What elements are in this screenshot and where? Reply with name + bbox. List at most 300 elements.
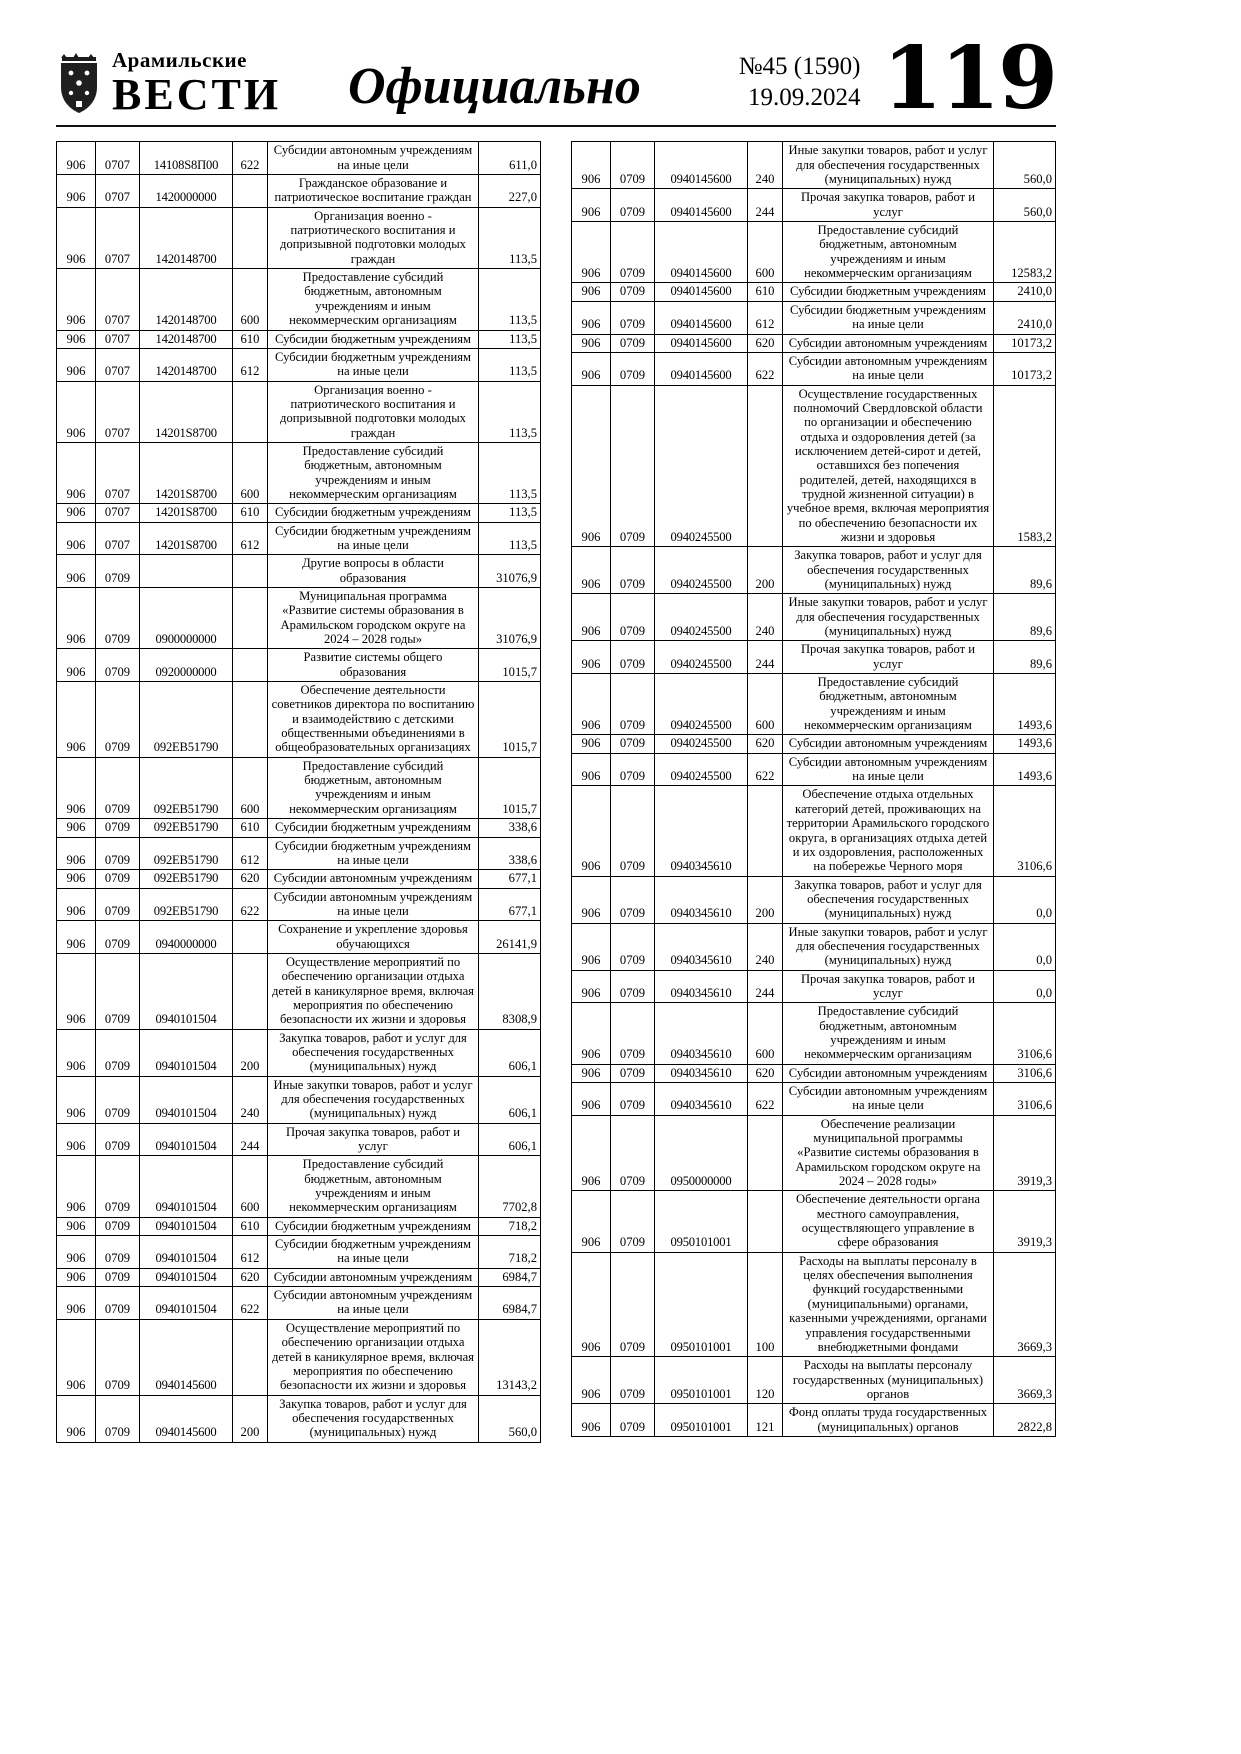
table-row xyxy=(572,222,1056,283)
cell-name: Осуществление мероприятий по обеспечению организации отдыха детей в каникулярное время, включая мероприятия по обеспечению безопасности их жизни и здоровья xyxy=(268,953,479,1029)
cell-amount: 6984,7 xyxy=(479,1287,541,1320)
cell-section-code: 0709 xyxy=(96,1076,140,1123)
cell-grbs-code: 906 xyxy=(57,1287,96,1320)
cell-grbs-code: 906 xyxy=(57,888,96,921)
table-row xyxy=(572,876,1056,923)
cell-amount: 13143,2 xyxy=(479,1319,541,1395)
cell-section-code: 0709 xyxy=(611,352,655,385)
cell-target-article-code: 0940345610 xyxy=(655,923,748,970)
table-row xyxy=(57,1395,541,1442)
cell-target-article-code: 0940101504 xyxy=(140,953,233,1029)
cell-section-code: 0709 xyxy=(611,753,655,786)
cell-amount: 718,2 xyxy=(479,1236,541,1269)
table-row xyxy=(57,1217,541,1235)
cell-target-article-code: 0940345610 xyxy=(655,1083,748,1116)
cell-name: Другие вопросы в области образования xyxy=(268,555,479,588)
cell-section-code: 0709 xyxy=(96,1123,140,1156)
cell-grbs-code: 906 xyxy=(572,735,611,753)
cell-grbs-code: 906 xyxy=(57,870,96,888)
cell-amount: 3106,6 xyxy=(994,1003,1056,1064)
table-row xyxy=(57,269,541,330)
budget-table-right xyxy=(571,141,1056,1437)
cell-amount: 26141,9 xyxy=(479,921,541,954)
cell-grbs-code: 906 xyxy=(57,682,96,758)
cell-amount: 113,5 xyxy=(479,381,541,442)
cell-name: Субсидии автономным учреждениям на иные цели xyxy=(268,1287,479,1320)
page-header xyxy=(56,28,1056,129)
cell-amount: 89,6 xyxy=(994,594,1056,641)
cell-expense-type-code: 244 xyxy=(748,641,783,674)
cell-grbs-code: 906 xyxy=(572,641,611,674)
cell-amount: 113,5 xyxy=(479,269,541,330)
cell-target-article-code xyxy=(140,555,233,588)
table-row xyxy=(57,953,541,1029)
cell-name: Иные закупки товаров, работ и услуг для обеспечения государственных (муниципальных) нужд xyxy=(783,923,994,970)
table-row xyxy=(57,1029,541,1076)
coat-of-arms-icon xyxy=(56,53,102,115)
cell-grbs-code: 906 xyxy=(57,269,96,330)
cell-name: Предоставление субсидий бюджетным, автономным учреждениям и иным некоммерческим организациям xyxy=(783,674,994,735)
cell-target-article-code: 0940345610 xyxy=(655,786,748,876)
cell-target-article-code: 0900000000 xyxy=(140,588,233,649)
cell-target-article-code: 092EB51790 xyxy=(140,888,233,921)
cell-section-code: 0709 xyxy=(96,1268,140,1286)
cell-expense-type-code: 240 xyxy=(748,594,783,641)
table-row xyxy=(57,1319,541,1395)
table-row xyxy=(57,381,541,442)
cell-amount: 113,5 xyxy=(479,522,541,555)
cell-name: Субсидии бюджетным учреждениям xyxy=(783,283,994,301)
cell-section-code: 0709 xyxy=(96,1029,140,1076)
cell-grbs-code: 906 xyxy=(57,837,96,870)
table-row xyxy=(572,1191,1056,1252)
cell-name: Осуществление государственных полномочий Свердловской области по организации и обеспечению отдыха и оздоровления детей (за исключением детей-сирот и детей, оставшихся без попечения родителей, детей, находящихся в трудной жизненной ситуации) в учебное время, включая мероприятия по обеспечению безопасности их жизни и здоровья xyxy=(783,385,994,547)
cell-target-article-code: 0940145600 xyxy=(655,301,748,334)
cell-amount: 3919,3 xyxy=(994,1115,1056,1191)
cell-amount: 560,0 xyxy=(994,142,1056,189)
cell-name: Иные закупки товаров, работ и услуг для обеспечения государственных (муниципальных) нужд xyxy=(268,1076,479,1123)
cell-target-article-code: 0940345610 xyxy=(655,1003,748,1064)
cell-grbs-code: 906 xyxy=(572,876,611,923)
cell-name: Предоставление субсидий бюджетным, автономным учреждениям и иным некоммерческим организациям xyxy=(268,1156,479,1217)
cell-target-article-code: 0940245500 xyxy=(655,735,748,753)
cell-grbs-code: 906 xyxy=(572,1083,611,1116)
cell-name: Субсидии бюджетным учреждениям на иные цели xyxy=(268,348,479,381)
cell-amount: 1583,2 xyxy=(994,385,1056,547)
table-row xyxy=(572,970,1056,1003)
cell-grbs-code: 906 xyxy=(57,1236,96,1269)
cell-grbs-code: 906 xyxy=(572,385,611,547)
cell-target-article-code: 0940101504 xyxy=(140,1217,233,1235)
table-row xyxy=(57,1076,541,1123)
cell-expense-type-code: 610 xyxy=(233,819,268,837)
cell-target-article-code: 14201S8700 xyxy=(140,381,233,442)
cell-section-code: 0709 xyxy=(611,334,655,352)
cell-amount: 31076,9 xyxy=(479,555,541,588)
cell-expense-type-code: 610 xyxy=(233,504,268,522)
cell-name: Субсидии автономным учреждениям на иные цели xyxy=(268,142,479,175)
cell-name: Расходы на выплаты персоналу государственных (муниципальных) органов xyxy=(783,1357,994,1404)
table-row xyxy=(572,352,1056,385)
cell-amount: 338,6 xyxy=(479,819,541,837)
cell-expense-type-code xyxy=(233,953,268,1029)
cell-target-article-code: 0940101504 xyxy=(140,1076,233,1123)
table-row xyxy=(57,757,541,818)
cell-grbs-code: 906 xyxy=(57,1217,96,1235)
cell-grbs-code: 906 xyxy=(57,1156,96,1217)
cell-expense-type-code: 612 xyxy=(233,522,268,555)
cell-section-code: 0709 xyxy=(611,301,655,334)
cell-expense-type-code: 600 xyxy=(748,674,783,735)
cell-name: Прочая закупка товаров, работ и услуг xyxy=(783,641,994,674)
cell-name: Субсидии бюджетным учреждениям на иные цели xyxy=(268,522,479,555)
cell-target-article-code: 0940000000 xyxy=(140,921,233,954)
cell-amount: 3919,3 xyxy=(994,1191,1056,1252)
table-row xyxy=(572,1003,1056,1064)
cell-target-article-code: 092EB51790 xyxy=(140,682,233,758)
cell-section-code: 0709 xyxy=(96,837,140,870)
cell-name: Организация военно - патриотического воспитания и допризывной подготовки молодых граждан xyxy=(268,207,479,268)
cell-section-code: 0709 xyxy=(611,735,655,753)
cell-expense-type-code: 600 xyxy=(233,442,268,503)
cell-expense-type-code: 200 xyxy=(233,1029,268,1076)
cell-expense-type-code: 620 xyxy=(748,334,783,352)
masthead-title-line1: Арамильские xyxy=(112,48,247,73)
cell-expense-type-code: 200 xyxy=(748,876,783,923)
cell-name: Прочая закупка товаров, работ и услуг xyxy=(783,189,994,222)
cell-amount: 89,6 xyxy=(994,641,1056,674)
cell-grbs-code: 906 xyxy=(572,594,611,641)
cell-name: Субсидии автономным учреждениям на иные цели xyxy=(268,888,479,921)
cell-target-article-code: 092EB51790 xyxy=(140,870,233,888)
cell-amount: 113,5 xyxy=(479,330,541,348)
cell-section-code: 0709 xyxy=(96,649,140,682)
cell-section-code: 0709 xyxy=(96,1217,140,1235)
cell-section-code: 0709 xyxy=(611,876,655,923)
table-row xyxy=(572,594,1056,641)
cell-grbs-code: 906 xyxy=(572,674,611,735)
cell-grbs-code: 906 xyxy=(57,142,96,175)
table-row xyxy=(572,641,1056,674)
table-row xyxy=(572,1064,1056,1082)
budget-table-left xyxy=(56,141,541,1442)
cell-section-code: 0709 xyxy=(96,1287,140,1320)
issue-date: 19.09.2024 xyxy=(747,84,861,112)
cell-name: Субсидии бюджетным учреждениям xyxy=(268,1217,479,1235)
table-row xyxy=(572,1404,1056,1437)
cell-amount: 89,6 xyxy=(994,547,1056,594)
cell-name: Субсидии автономным учреждениям на иные цели xyxy=(783,1083,994,1116)
cell-target-article-code: 0940245500 xyxy=(655,641,748,674)
cell-name: Субсидии автономным учреждениям xyxy=(268,1268,479,1286)
cell-section-code: 0709 xyxy=(611,1252,655,1356)
cell-section-code: 0709 xyxy=(611,641,655,674)
cell-name: Иные закупки товаров, работ и услуг для обеспечения государственных (муниципальных) нужд xyxy=(783,594,994,641)
cell-name: Закупка товаров, работ и услуг для обеспечения государственных (муниципальных) нужд xyxy=(268,1029,479,1076)
cell-expense-type-code: 622 xyxy=(233,1287,268,1320)
cell-section-code: 0709 xyxy=(611,189,655,222)
cell-amount: 1015,7 xyxy=(479,757,541,818)
cell-section-code: 0709 xyxy=(96,682,140,758)
cell-grbs-code: 906 xyxy=(57,504,96,522)
table-row xyxy=(57,649,541,682)
cell-expense-type-code: 620 xyxy=(748,1064,783,1082)
table-row xyxy=(572,547,1056,594)
table-row xyxy=(57,837,541,870)
cell-name: Субсидии бюджетным учреждениям xyxy=(268,504,479,522)
table-row xyxy=(572,385,1056,547)
cell-expense-type-code xyxy=(748,385,783,547)
cell-amount: 1015,7 xyxy=(479,682,541,758)
table-row xyxy=(572,189,1056,222)
cell-expense-type-code xyxy=(233,921,268,954)
table-row xyxy=(57,1156,541,1217)
cell-name: Обеспечение деятельности советников директора по воспитанию и взаимодействию с детскими общественными объединениями в общеобразовательных организациях xyxy=(268,682,479,758)
cell-expense-type-code: 600 xyxy=(233,757,268,818)
cell-grbs-code: 906 xyxy=(572,283,611,301)
cell-section-code: 0709 xyxy=(611,1191,655,1252)
table-row xyxy=(57,330,541,348)
cell-name: Сохранение и укрепление здоровья обучающихся xyxy=(268,921,479,954)
cell-expense-type-code xyxy=(233,175,268,208)
cell-amount: 677,1 xyxy=(479,888,541,921)
cell-name: Субсидии автономным учреждениям на иные цели xyxy=(783,753,994,786)
cell-section-code: 0709 xyxy=(611,923,655,970)
cell-section-code: 0707 xyxy=(96,142,140,175)
table-row xyxy=(572,142,1056,189)
cell-name: Фонд оплаты труда государственных (муниципальных) органов xyxy=(783,1404,994,1437)
cell-amount: 113,5 xyxy=(479,207,541,268)
cell-name: Субсидии автономным учреждениям xyxy=(783,1064,994,1082)
cell-section-code: 0709 xyxy=(611,1003,655,1064)
cell-grbs-code: 906 xyxy=(572,1064,611,1082)
cell-target-article-code: 0940345610 xyxy=(655,970,748,1003)
cell-section-code: 0709 xyxy=(96,1156,140,1217)
cell-amount: 0,0 xyxy=(994,923,1056,970)
cell-expense-type-code: 622 xyxy=(748,753,783,786)
cell-section-code: 0709 xyxy=(611,674,655,735)
table-row xyxy=(572,334,1056,352)
cell-expense-type-code: 622 xyxy=(233,888,268,921)
cell-expense-type-code: 610 xyxy=(233,1217,268,1235)
cell-expense-type-code: 244 xyxy=(748,970,783,1003)
cell-section-code: 0707 xyxy=(96,504,140,522)
table-row xyxy=(57,819,541,837)
cell-amount: 10173,2 xyxy=(994,334,1056,352)
cell-amount: 3106,6 xyxy=(994,1083,1056,1116)
cell-target-article-code: 0940245500 xyxy=(655,594,748,641)
masthead-text xyxy=(112,48,282,120)
cell-grbs-code: 906 xyxy=(57,207,96,268)
table-row xyxy=(572,1083,1056,1116)
cell-grbs-code: 906 xyxy=(572,334,611,352)
cell-grbs-code: 906 xyxy=(572,1003,611,1064)
table-row xyxy=(57,1268,541,1286)
table-row xyxy=(57,175,541,208)
table-row xyxy=(572,753,1056,786)
cell-target-article-code: 0950101001 xyxy=(655,1191,748,1252)
table-row xyxy=(57,1123,541,1156)
cell-name: Прочая закупка товаров, работ и услуг xyxy=(268,1123,479,1156)
cell-section-code: 0709 xyxy=(611,385,655,547)
cell-amount: 0,0 xyxy=(994,970,1056,1003)
cell-amount: 7702,8 xyxy=(479,1156,541,1217)
cell-section-code: 0707 xyxy=(96,269,140,330)
cell-section-code: 0709 xyxy=(96,1236,140,1269)
cell-name: Закупка товаров, работ и услуг для обеспечения государственных (муниципальных) нужд xyxy=(783,876,994,923)
cell-target-article-code: 0950000000 xyxy=(655,1115,748,1191)
cell-name: Закупка товаров, работ и услуг для обеспечения государственных (муниципальных) нужд xyxy=(268,1395,479,1442)
page-number: 119 xyxy=(882,28,1056,129)
cell-grbs-code: 906 xyxy=(572,222,611,283)
cell-name: Развитие системы общего образования xyxy=(268,649,479,682)
cell-amount: 1015,7 xyxy=(479,649,541,682)
cell-section-code: 0709 xyxy=(96,1319,140,1395)
cell-name: Субсидии бюджетным учреждениям xyxy=(268,819,479,837)
cell-section-code: 0707 xyxy=(96,522,140,555)
cell-target-article-code: 0940101504 xyxy=(140,1029,233,1076)
cell-target-article-code: 0940145600 xyxy=(140,1395,233,1442)
table-row xyxy=(572,301,1056,334)
cell-grbs-code: 906 xyxy=(57,175,96,208)
cell-name: Иные закупки товаров, работ и услуг для обеспечения государственных (муниципальных) нужд xyxy=(783,142,994,189)
cell-grbs-code: 906 xyxy=(572,547,611,594)
cell-expense-type-code: 612 xyxy=(748,301,783,334)
table-row xyxy=(572,1115,1056,1191)
cell-amount: 606,1 xyxy=(479,1123,541,1156)
cell-expense-type-code: 240 xyxy=(748,142,783,189)
cell-name: Предоставление субсидий бюджетным, автономным учреждениям и иным некоммерческим организациям xyxy=(268,269,479,330)
cell-expense-type-code: 600 xyxy=(233,269,268,330)
cell-grbs-code: 906 xyxy=(57,953,96,1029)
table-row xyxy=(572,735,1056,753)
cell-target-article-code: 092EB51790 xyxy=(140,819,233,837)
cell-expense-type-code: 612 xyxy=(233,1236,268,1269)
table-row xyxy=(57,588,541,649)
cell-grbs-code: 906 xyxy=(57,819,96,837)
cell-section-code: 0709 xyxy=(96,555,140,588)
cell-name: Субсидии автономным учреждениям xyxy=(783,735,994,753)
cell-name: Обеспечение реализации муниципальной программы «Развитие системы образования в Арамильском городском округе на 2024 – 2028 годы» xyxy=(783,1115,994,1191)
cell-amount: 606,1 xyxy=(479,1076,541,1123)
cell-expense-type-code: 244 xyxy=(748,189,783,222)
cell-expense-type-code xyxy=(748,1191,783,1252)
issue-info xyxy=(739,51,861,118)
cell-grbs-code: 906 xyxy=(572,142,611,189)
cell-expense-type-code xyxy=(233,649,268,682)
issue-number: №45 (1590) xyxy=(738,52,861,80)
cell-grbs-code: 906 xyxy=(57,757,96,818)
table-row xyxy=(57,1236,541,1269)
cell-target-article-code: 092EB51790 xyxy=(140,837,233,870)
cell-expense-type-code: 244 xyxy=(233,1123,268,1156)
cell-target-article-code: 0950101001 xyxy=(655,1404,748,1437)
cell-expense-type-code: 200 xyxy=(233,1395,268,1442)
budget-tables xyxy=(56,141,1056,1442)
table-row xyxy=(572,674,1056,735)
cell-expense-type-code: 620 xyxy=(748,735,783,753)
cell-target-article-code: 0940101504 xyxy=(140,1268,233,1286)
cell-expense-type-code xyxy=(748,1115,783,1191)
cell-expense-type-code: 200 xyxy=(748,547,783,594)
cell-section-code: 0709 xyxy=(96,588,140,649)
cell-section-code: 0709 xyxy=(611,222,655,283)
table-row xyxy=(572,1357,1056,1404)
cell-grbs-code: 906 xyxy=(57,1268,96,1286)
cell-section-code: 0709 xyxy=(611,1115,655,1191)
cell-section-code: 0709 xyxy=(611,1357,655,1404)
cell-target-article-code: 0950101001 xyxy=(655,1252,748,1356)
cell-amount: 606,1 xyxy=(479,1029,541,1076)
cell-section-code: 0709 xyxy=(611,1064,655,1082)
cell-amount: 2822,8 xyxy=(994,1404,1056,1437)
cell-grbs-code: 906 xyxy=(57,381,96,442)
cell-target-article-code: 14201S8700 xyxy=(140,504,233,522)
cell-grbs-code: 906 xyxy=(572,301,611,334)
table-row xyxy=(57,1287,541,1320)
cell-expense-type-code: 600 xyxy=(233,1156,268,1217)
cell-grbs-code: 906 xyxy=(572,1191,611,1252)
cell-grbs-code: 906 xyxy=(57,330,96,348)
cell-target-article-code: 0940101504 xyxy=(140,1287,233,1320)
cell-expense-type-code: 600 xyxy=(748,1003,783,1064)
cell-expense-type-code: 100 xyxy=(748,1252,783,1356)
cell-amount: 338,6 xyxy=(479,837,541,870)
cell-target-article-code: 0940145600 xyxy=(655,189,748,222)
table-row xyxy=(57,142,541,175)
cell-amount: 113,5 xyxy=(479,504,541,522)
cell-expense-type-code xyxy=(233,207,268,268)
cell-expense-type-code xyxy=(233,588,268,649)
cell-expense-type-code: 612 xyxy=(233,348,268,381)
cell-name: Гражданское образование и патриотическое воспитание граждан xyxy=(268,175,479,208)
cell-target-article-code: 1420148700 xyxy=(140,330,233,348)
cell-section-code: 0709 xyxy=(611,1083,655,1116)
cell-target-article-code: 0940345610 xyxy=(655,876,748,923)
cell-amount: 8308,9 xyxy=(479,953,541,1029)
cell-grbs-code: 906 xyxy=(572,753,611,786)
table-row xyxy=(57,504,541,522)
cell-name: Субсидии бюджетным учреждениям на иные цели xyxy=(268,1236,479,1269)
cell-amount: 560,0 xyxy=(994,189,1056,222)
cell-target-article-code: 0940101504 xyxy=(140,1236,233,1269)
cell-section-code: 0707 xyxy=(96,442,140,503)
cell-name: Муниципальная программа «Развитие системы образования в Арамильском городском округе на 2024 – 2028 годы» xyxy=(268,588,479,649)
cell-amount: 677,1 xyxy=(479,870,541,888)
cell-amount: 3106,6 xyxy=(994,786,1056,876)
cell-target-article-code: 0940245500 xyxy=(655,385,748,547)
table-row xyxy=(572,1252,1056,1356)
cell-name: Предоставление субсидий бюджетным, автономным учреждениям и иным некоммерческим организациям xyxy=(783,222,994,283)
cell-target-article-code: 14108S8П00 xyxy=(140,142,233,175)
cell-section-code: 0707 xyxy=(96,175,140,208)
cell-target-article-code: 0940101504 xyxy=(140,1123,233,1156)
cell-target-article-code: 1420148700 xyxy=(140,269,233,330)
cell-expense-type-code xyxy=(233,381,268,442)
cell-target-article-code: 0940145600 xyxy=(655,283,748,301)
cell-grbs-code: 906 xyxy=(57,1123,96,1156)
cell-grbs-code: 906 xyxy=(572,970,611,1003)
cell-expense-type-code: 622 xyxy=(233,142,268,175)
cell-name: Субсидии автономным учреждениям xyxy=(268,870,479,888)
cell-section-code: 0709 xyxy=(96,757,140,818)
cell-grbs-code: 906 xyxy=(572,786,611,876)
cell-grbs-code: 906 xyxy=(57,1395,96,1442)
cell-name: Осуществление мероприятий по обеспечению организации отдыха детей в каникулярное время, включая мероприятия по обеспечению безопасности их жизни и здоровья xyxy=(268,1319,479,1395)
cell-target-article-code: 0940145600 xyxy=(655,334,748,352)
cell-grbs-code: 906 xyxy=(572,1357,611,1404)
cell-target-article-code: 0920000000 xyxy=(140,649,233,682)
